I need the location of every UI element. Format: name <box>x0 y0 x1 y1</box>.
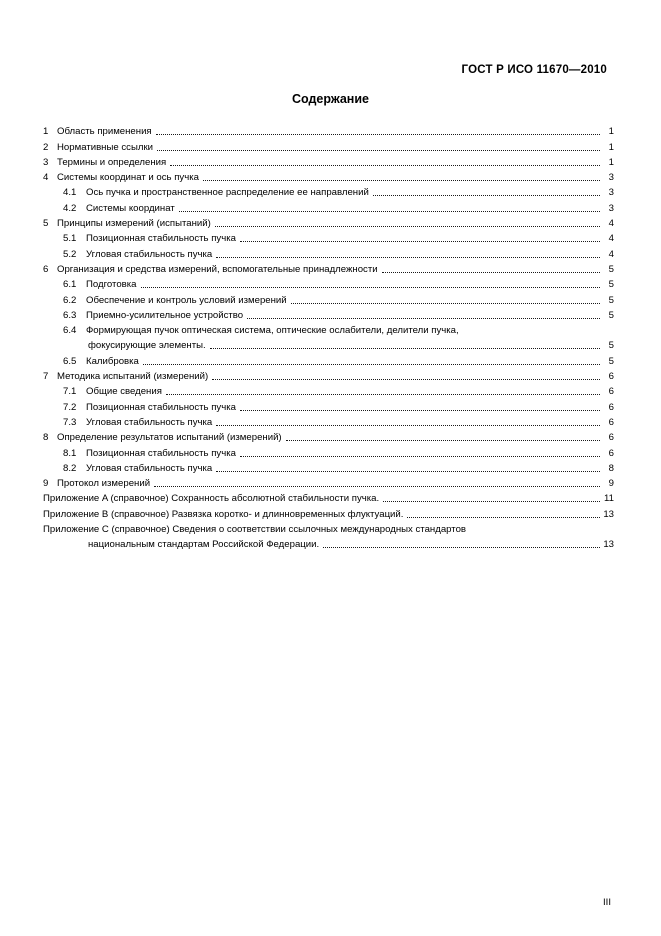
toc-entry-number: 6.5 <box>63 355 77 367</box>
toc-entry-label: Подготовка <box>86 279 137 291</box>
toc-entry[interactable] <box>43 413 614 428</box>
toc-leader-dots <box>216 417 600 426</box>
toc-leader-dots <box>382 264 600 273</box>
toc-entry-page: 9 <box>608 478 614 490</box>
toc-entry[interactable] <box>43 367 614 382</box>
toc-entry-label: Общие сведения <box>86 386 162 398</box>
page-folio: III <box>603 897 611 908</box>
toc-entry-page: 4 <box>608 248 614 260</box>
toc-leader-dots <box>240 402 600 411</box>
toc-leader-dots <box>383 493 600 502</box>
toc-entry[interactable] <box>43 397 614 412</box>
toc-entry-label: национальным стандартам Российской Федерации. <box>88 539 320 551</box>
toc-entry[interactable] <box>43 535 614 550</box>
toc-entry-label: Системы координат <box>86 202 175 214</box>
toc-entry[interactable] <box>43 214 614 229</box>
toc-leader-dots <box>216 249 600 258</box>
toc-entry-label: Протокол измерений <box>57 478 151 490</box>
toc-entry-page: 5 <box>608 340 614 352</box>
toc-entry-label: Ось пучка и пространственное распределение ее направлений <box>86 187 369 199</box>
toc-entry-label: Угловая стабильность пучка <box>86 416 213 428</box>
toc-entry[interactable] <box>43 336 614 351</box>
toc-entry-page: 8 <box>608 462 614 474</box>
toc-entry-label: Организация и средства измерений, вспомогательные принадлежности <box>57 263 378 275</box>
toc-entry-page: 5 <box>608 309 614 321</box>
toc-leader-dots <box>240 448 600 457</box>
toc-entry-page: 11 <box>604 493 614 505</box>
toc-entry-page: 1 <box>608 126 614 138</box>
toc-entry-page: 1 <box>608 156 614 168</box>
toc-leader-dots <box>166 386 600 395</box>
toc-leader-dots <box>215 218 600 227</box>
toc-leader-dots <box>286 432 600 441</box>
toc-entry[interactable] <box>43 183 614 198</box>
toc-entry-label: Формирующая пучок оптическая система, оптические ослабители, делители пучка, <box>86 325 459 337</box>
toc-entry-number: 4.2 <box>63 202 77 214</box>
toc-entry-page: 6 <box>608 386 614 398</box>
toc-entry-number: 5.2 <box>63 248 77 260</box>
toc-entry[interactable] <box>43 306 614 321</box>
toc-entry[interactable] <box>43 382 614 397</box>
toc-entry[interactable] <box>43 520 614 535</box>
toc-entry-number: 6 <box>43 263 49 275</box>
toc-entry-label: Термины и определения <box>57 156 167 168</box>
toc-leader-dots <box>407 509 600 518</box>
toc-leader-dots <box>203 172 600 181</box>
toc-entry-label: Обеспечение и контроль условий измерений <box>86 294 287 306</box>
toc-entry[interactable] <box>43 489 614 504</box>
toc-entry-page: 1 <box>608 141 614 153</box>
toc-entry-label: Методика испытаний (измерений) <box>57 371 209 383</box>
toc-leader-dots <box>470 525 600 533</box>
toc-entry-label: фокусирующие элементы. <box>88 340 206 352</box>
toc-entry-label: Угловая стабильность пучка <box>86 462 213 474</box>
standard-identifier: ГОСТ Р ИСО 11670—2010 <box>461 64 607 76</box>
toc-leader-dots <box>156 126 600 135</box>
toc-entry-number: 3 <box>43 156 49 168</box>
toc-leader-dots <box>154 478 600 487</box>
toc-leader-dots <box>216 463 600 472</box>
toc-leader-dots <box>373 187 600 196</box>
toc-entry-label: Позиционная стабильность пучка <box>86 447 236 459</box>
toc-entry-label: Позиционная стабильность пучка <box>86 401 236 413</box>
toc-leader-dots <box>240 233 600 242</box>
toc-entry-page: 6 <box>608 447 614 459</box>
toc-entry-label: Определение результатов испытаний (измерений) <box>57 432 282 444</box>
toc-entry-number: 1 <box>43 126 49 138</box>
page-title: Содержание <box>291 92 369 106</box>
toc-entry-label: Область применения <box>57 126 152 138</box>
toc-leader-dots <box>170 157 600 166</box>
toc-entry-number: 7.3 <box>63 416 77 428</box>
toc-entry-page: 6 <box>608 401 614 413</box>
toc-entry-number: 4.1 <box>63 187 77 199</box>
toc-entry-number: 7.2 <box>63 401 77 413</box>
toc-entry-page: 3 <box>608 172 614 184</box>
toc-entry-page: 3 <box>608 187 614 199</box>
toc-entry[interactable] <box>43 321 614 336</box>
table-of-contents <box>43 122 614 550</box>
toc-entry-label: Калибровка <box>86 355 139 367</box>
toc-leader-dots <box>291 295 600 304</box>
toc-entry-page: 5 <box>608 279 614 291</box>
toc-entry-page: 6 <box>608 432 614 444</box>
toc-entry-page: 5 <box>608 263 614 275</box>
toc-entry-page: 6 <box>608 371 614 383</box>
toc-entry-label: Позиционная стабильность пучка <box>86 233 236 245</box>
toc-entry-number: 8 <box>43 432 49 444</box>
toc-leader-dots <box>247 310 600 319</box>
toc-entry-number: 8.1 <box>63 447 77 459</box>
toc-entry-label: Приложение B (справочное) Развязка коротко- и длинновременных флуктуаций. <box>43 508 404 520</box>
toc-entry-label: Нормативные ссылки <box>57 141 154 153</box>
toc-leader-dots <box>157 142 600 151</box>
toc-leader-dots <box>141 279 601 288</box>
toc-entry[interactable] <box>43 198 614 213</box>
toc-entry-number: 5.1 <box>63 233 77 245</box>
toc-entry-page: 5 <box>608 355 614 367</box>
toc-entry-page: 3 <box>608 202 614 214</box>
toc-entry[interactable] <box>43 260 614 275</box>
toc-entry-page: 5 <box>608 294 614 306</box>
toc-entry-number: 8.2 <box>63 462 77 474</box>
toc-entry-number: 6.3 <box>63 309 77 321</box>
toc-entry-page: 13 <box>603 539 614 551</box>
toc-entry-label: Приложение A (справочное) Сохранность абсолютной стабильности пучка. <box>43 493 380 505</box>
toc-entry-number: 2 <box>43 141 49 153</box>
toc-leader-dots <box>179 203 600 212</box>
toc-entry-number: 6.2 <box>63 294 77 306</box>
toc-entry-label: Приемно-усилительное устройство <box>86 309 244 321</box>
toc-entry-number: 6.4 <box>63 325 77 337</box>
toc-entry-page: 4 <box>608 233 614 245</box>
toc-leader-dots <box>143 356 600 365</box>
toc-entry[interactable] <box>43 122 614 137</box>
toc-entry-label: Системы координат и ось пучка <box>57 172 199 184</box>
toc-entry-page: 4 <box>608 218 614 230</box>
toc-entry[interactable] <box>43 153 614 168</box>
toc-entry-number: 6.1 <box>63 279 77 291</box>
toc-entry-number: 5 <box>43 218 49 230</box>
toc-entry-label: Приложение C (справочное) Сведения о соответствии ссылочных международных стандартов <box>43 524 466 536</box>
toc-entry-page: 6 <box>608 416 614 428</box>
toc-leader-dots <box>212 371 600 380</box>
toc-entry-number: 9 <box>43 478 49 490</box>
toc-entry[interactable] <box>43 244 614 259</box>
toc-leader-dots <box>463 326 600 334</box>
toc-entry[interactable] <box>43 351 614 366</box>
toc-leader-dots <box>323 539 600 548</box>
toc-entry-number: 4 <box>43 172 49 184</box>
toc-entry[interactable] <box>43 275 614 290</box>
toc-entry[interactable] <box>43 459 614 474</box>
toc-entry[interactable] <box>43 290 614 305</box>
toc-entry-number: 7 <box>43 371 49 383</box>
toc-entry[interactable] <box>43 137 614 152</box>
toc-entry[interactable] <box>43 168 614 183</box>
toc-entry[interactable] <box>43 229 614 244</box>
toc-entry-number: 7.1 <box>63 386 77 398</box>
toc-entry[interactable] <box>43 443 614 458</box>
toc-entry-page: 13 <box>603 508 614 520</box>
toc-leader-dots <box>210 340 600 349</box>
toc-entry[interactable] <box>43 428 614 443</box>
toc-entry[interactable] <box>43 504 614 519</box>
toc-entry-label: Угловая стабильность пучка <box>86 248 213 260</box>
toc-entry-label: Принципы измерений (испытаний) <box>57 218 211 230</box>
toc-entry[interactable] <box>43 474 614 489</box>
